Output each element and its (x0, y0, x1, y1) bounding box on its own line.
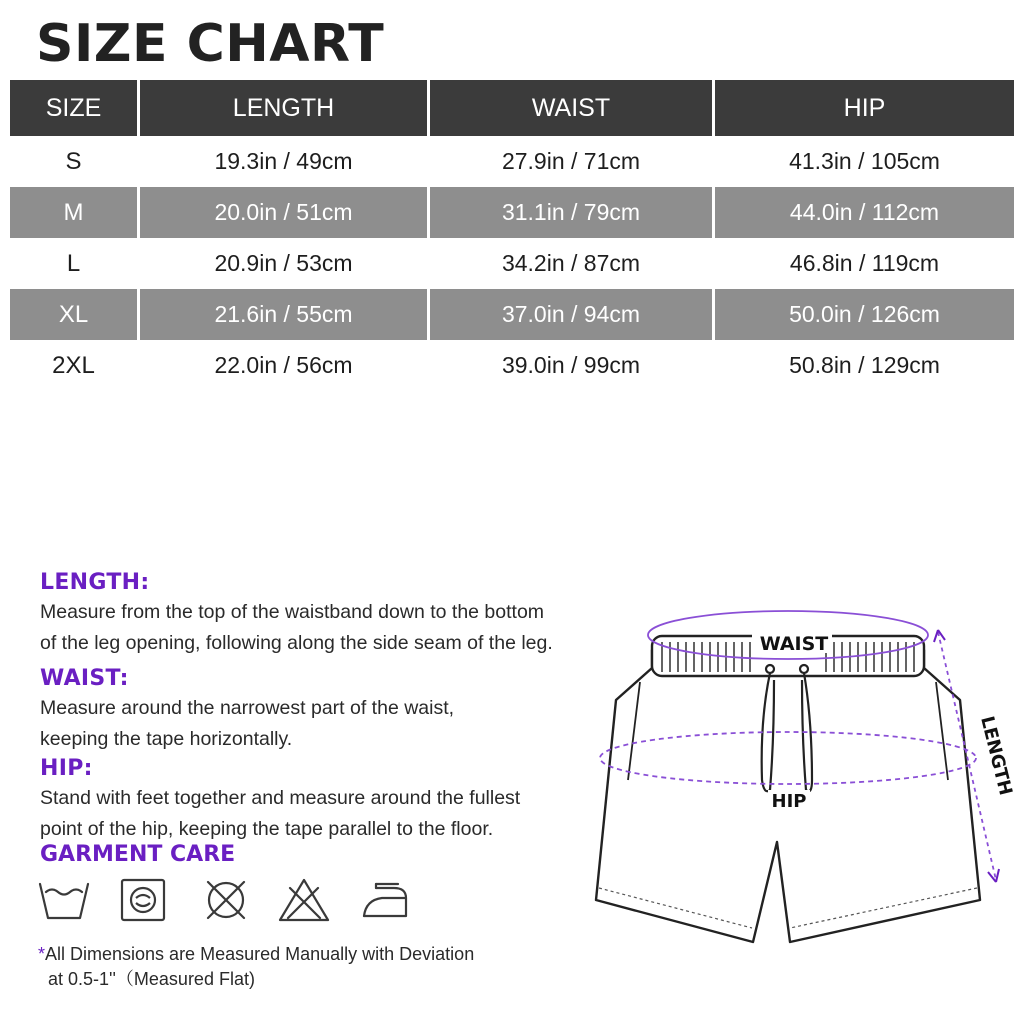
waist-guide-title: WAIST: (40, 666, 129, 691)
length-guide-title: LENGTH: (40, 570, 150, 595)
length-guide-line: of the leg opening, following along the side seam of the leg. (40, 632, 553, 654)
length-guide-line: Measure from the top of the waistband down to the bottom (40, 601, 545, 623)
length-cell: 19.3in / 49cm (137, 136, 427, 187)
hip-cell: 50.8in / 129cm (712, 340, 1014, 391)
table-row (10, 187, 1014, 238)
hip-cell: 50.0in / 126cm (712, 289, 1014, 340)
hip-guide-line: point of the hip, keeping the tape parallel to the floor. (40, 818, 494, 840)
table-row (10, 289, 1014, 340)
size-cell: 2XL (52, 351, 95, 379)
column-header-size: SIZE (10, 80, 137, 136)
note-line: at 0.5-1''（Measured Flat) (48, 969, 255, 989)
waist-guide-line: keeping the tape horizontally. (40, 728, 293, 750)
waist-cell: 39.0in / 99cm (427, 340, 712, 391)
size-cell: M (10, 187, 137, 238)
size-cell: S (65, 147, 82, 175)
waist-guide (40, 666, 640, 755)
column-header-length: LENGTH (137, 80, 427, 136)
shorts-diagram (592, 600, 1024, 960)
length-guide-text (40, 597, 640, 659)
length-arrow-bottom (988, 869, 999, 882)
waist-guide-text (40, 693, 640, 755)
hip-guide-text (40, 783, 640, 845)
garment-care-title: GARMENT CARE (40, 842, 236, 867)
length-label: LENGTH (976, 714, 1017, 798)
table-row (10, 340, 1014, 391)
iron-icon (358, 876, 414, 924)
tumble-dry-icon (116, 876, 172, 924)
hip-guide-title: HIP: (40, 756, 93, 781)
length-guide (40, 570, 640, 659)
column-header-hip: HIP (712, 80, 1014, 136)
hand-wash-icon (36, 876, 92, 924)
hip-cell: 41.3in / 105cm (712, 136, 1014, 187)
hip-guide-line: Stand with feet together and measure around the fullest (40, 787, 521, 809)
waist-cell: 31.1in / 79cm (427, 187, 712, 238)
garment-care-icons (36, 876, 416, 926)
waist-cell: 37.0in / 94cm (427, 289, 712, 340)
length-cell: 20.0in / 51cm (137, 187, 427, 238)
length-cell: 22.0in / 56cm (137, 340, 427, 391)
table-row (10, 238, 1014, 289)
size-table (10, 80, 1014, 391)
column-header-waist: WAIST (427, 80, 712, 136)
hip-cell: 46.8in / 119cm (712, 238, 1014, 289)
length-cell: 20.9in / 53cm (137, 238, 427, 289)
hip-guide (40, 756, 640, 845)
table-row (10, 136, 1014, 187)
page-title: SIZE CHART (36, 14, 385, 74)
note-asterisk: * (38, 944, 46, 964)
size-cell: XL (10, 289, 137, 340)
length-cell: 21.6in / 55cm (137, 289, 427, 340)
do-not-bleach-icon (276, 876, 332, 924)
size-cell: L (66, 249, 81, 277)
hip-cell: 44.0in / 112cm (712, 187, 1014, 238)
do-not-dry-clean-icon (198, 876, 254, 924)
waist-label: WAIST (759, 633, 829, 655)
hip-label: HIP (771, 791, 807, 812)
waist-guide-line: Measure around the narrowest part of the waist, (40, 697, 455, 719)
note-line: All Dimensions are Measured Manually with Deviation (45, 944, 475, 964)
table-header-row (10, 80, 1014, 136)
waist-cell: 27.9in / 71cm (427, 136, 712, 187)
measurement-note (38, 942, 474, 992)
waist-cell: 34.2in / 87cm (427, 238, 712, 289)
